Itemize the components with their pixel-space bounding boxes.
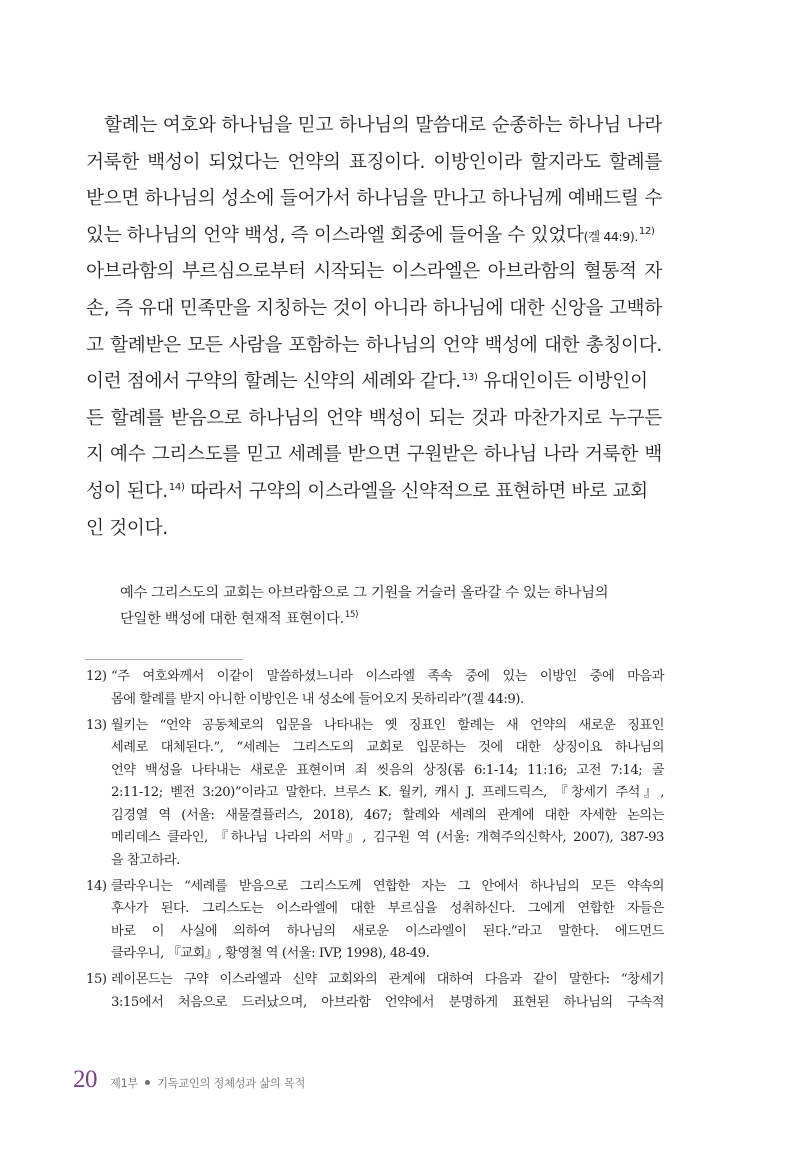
scripture-reference: (겔 44:9). [583,228,638,244]
footnote-marker-13[interactable]: 13) [461,372,478,384]
page-footer [73,1066,305,1096]
running-head [110,1075,305,1091]
body-line: 할례는 여호와 하나님을 믿고 하나님의 말씀대로 순종하는 하나님 나라 [104,115,662,136]
quote-line [120,606,640,632]
footnote-number: 13) [86,717,107,733]
footnote-line: 월키는 “언약 공동체로의 입문을 나타내는 옛 징표인 할례는 새 언약의 새로운 징표인 [111,717,664,733]
body-line-text: 유대인이든 이방인이 [477,371,648,393]
footnote-line: 3:15에서 처음으로 드러났으며, 아브라함 언약에서 분명하게 표현된 하나님의 구속적 [111,994,664,1010]
quote-line-text: 단일한 백성에 대한 현재적 표현이다. [120,611,344,627]
body-line-text: 있는 하나님의 언약 백성, 즉 이스라엘 회중에 들어올 수 있었다 [86,224,584,246]
footnote-number: 12) [86,669,107,684]
footnote-line: 클라우니는 “세례를 받음으로 그리스도께 연합한 자는 그 안에서 하나님의 모든 약속의 [111,878,664,894]
body-line-text: 이런 점에서 구약의 할례는 신약의 세례와 같다. [86,371,461,393]
footnote-marker-12[interactable]: 12) [638,225,655,237]
footnote-line: 세례로 대체된다.”, “세례는 그리스도의 교회로 입문하는 것에 대한 상징이요 하나님의 [111,740,664,755]
footnote-marker-14[interactable]: 14) [168,481,185,493]
footnote-line: 메리데스 클라인, 『하나님 나라의 서막』, 김구원 역 (서울: 개혁주의신학사, 2007), 387-93 [111,830,664,845]
body-line: 지 예수 그리스도를 믿고 세례를 받으면 구원받은 하나님 나라 거룩한 백 [86,444,662,466]
bullet-icon [145,1080,150,1085]
footnote-line: 레이몬드는 구약 이스라엘과 신약 교회와의 관계에 대하여 다음과 같이 말한다: “창세기 [111,972,664,987]
footnote-15 [86,969,664,1014]
footnote-line: 김경열 역 (서울: 새물결플러스, 2018), 467; 할례와 세례의 관계에 대한 자세한 논의는 [111,807,664,823]
body-line: 손, 즉 유대 민족만을 지칭하는 것이 아니라 하나님에 대한 신앙을 고백하 [86,297,662,319]
body-line-text: 성이 된다. [86,480,168,502]
quote-line: 예수 그리스도의 교회는 아브라함으로 그 기원을 거슬러 올라갈 수 있는 하나님의 [120,585,609,601]
footnote-line: 몸에 할례를 받지 아니한 이방인은 내 성소에 들어오지 못하리라”(겔 44:9). [111,691,524,707]
body-line: 고 할례받은 모든 사람을 포함하는 하나님의 언약 백성에 대한 총칭이다. [86,334,662,356]
footnote-divider [85,659,243,660]
footnote-line: 을 참고하라. [111,852,180,868]
body-line-text: 따라서 구약의 이스라엘을 신약적으로 표현하면 바로 교회 [184,480,648,502]
footnotes-section [86,666,664,1018]
footnote-line: 클라우니, 『교회』, 황영철 역 (서울: IVP, 1998), 48-49. [111,946,430,961]
footnote-line: 후사가 된다. 그리스도는 이스라엘에 대한 부르심을 성취하신다. 그에게 연합한 자들은 [111,901,664,916]
page-number: 20 [73,1066,97,1093]
body-line [86,364,662,401]
body-line: 든 할례를 받음으로 하나님의 언약 백성이 되는 것과 마찬가지로 누구든 [86,407,662,429]
footnote-line: 2:11-12; 벧전 3:20)”이라고 말한다. 브루스 K. 월키, 캐시 J. 프레드릭스, 『창세기 주석』, [111,785,664,800]
part-label: 제1부 [110,1077,139,1090]
body-line [86,218,662,255]
footnote-13 [86,715,664,873]
body-line: 거룩한 백성이 되었다는 언약의 표징이다. 이방인이라 할지라도 할례를 [86,151,662,173]
footnote-12 [86,666,664,711]
footnote-marker-15[interactable]: 15) [344,610,359,620]
footnote-line: “주 여호와께서 이같이 말씀하셨느니라 이스라엘 족속 중에 있는 이방인 중에 마음과 [111,669,664,684]
body-line: 아브라함의 부르심으로부터 시작되는 이스라엘은 아브라함의 혈통적 자 [86,261,662,283]
footnote-number: 15) [86,972,107,987]
body-paragraph [86,108,662,547]
footnote-14 [86,876,664,966]
chapter-title: 기독교인의 정체성과 삶의 목적 [157,1077,306,1090]
footnote-line: 바로 이 사실에 의하여 하나님의 새로운 이스라엘이 된다.”라고 말한다. 에드먼드 [111,923,664,939]
footnote-number: 14) [86,878,107,894]
block-quote [120,580,640,632]
body-line: 받으면 하나님의 성소에 들어가서 하나님을 만나고 하나님께 예배드릴 수 [86,188,662,210]
footnote-line: 언약 백성을 나타내는 새로운 표현이며 죄 씻음의 상징(롬 6:1-14; 11:16; 고전 7:14; 골 [111,762,664,778]
body-line: 인 것이다. [86,517,168,539]
body-line [86,474,662,511]
